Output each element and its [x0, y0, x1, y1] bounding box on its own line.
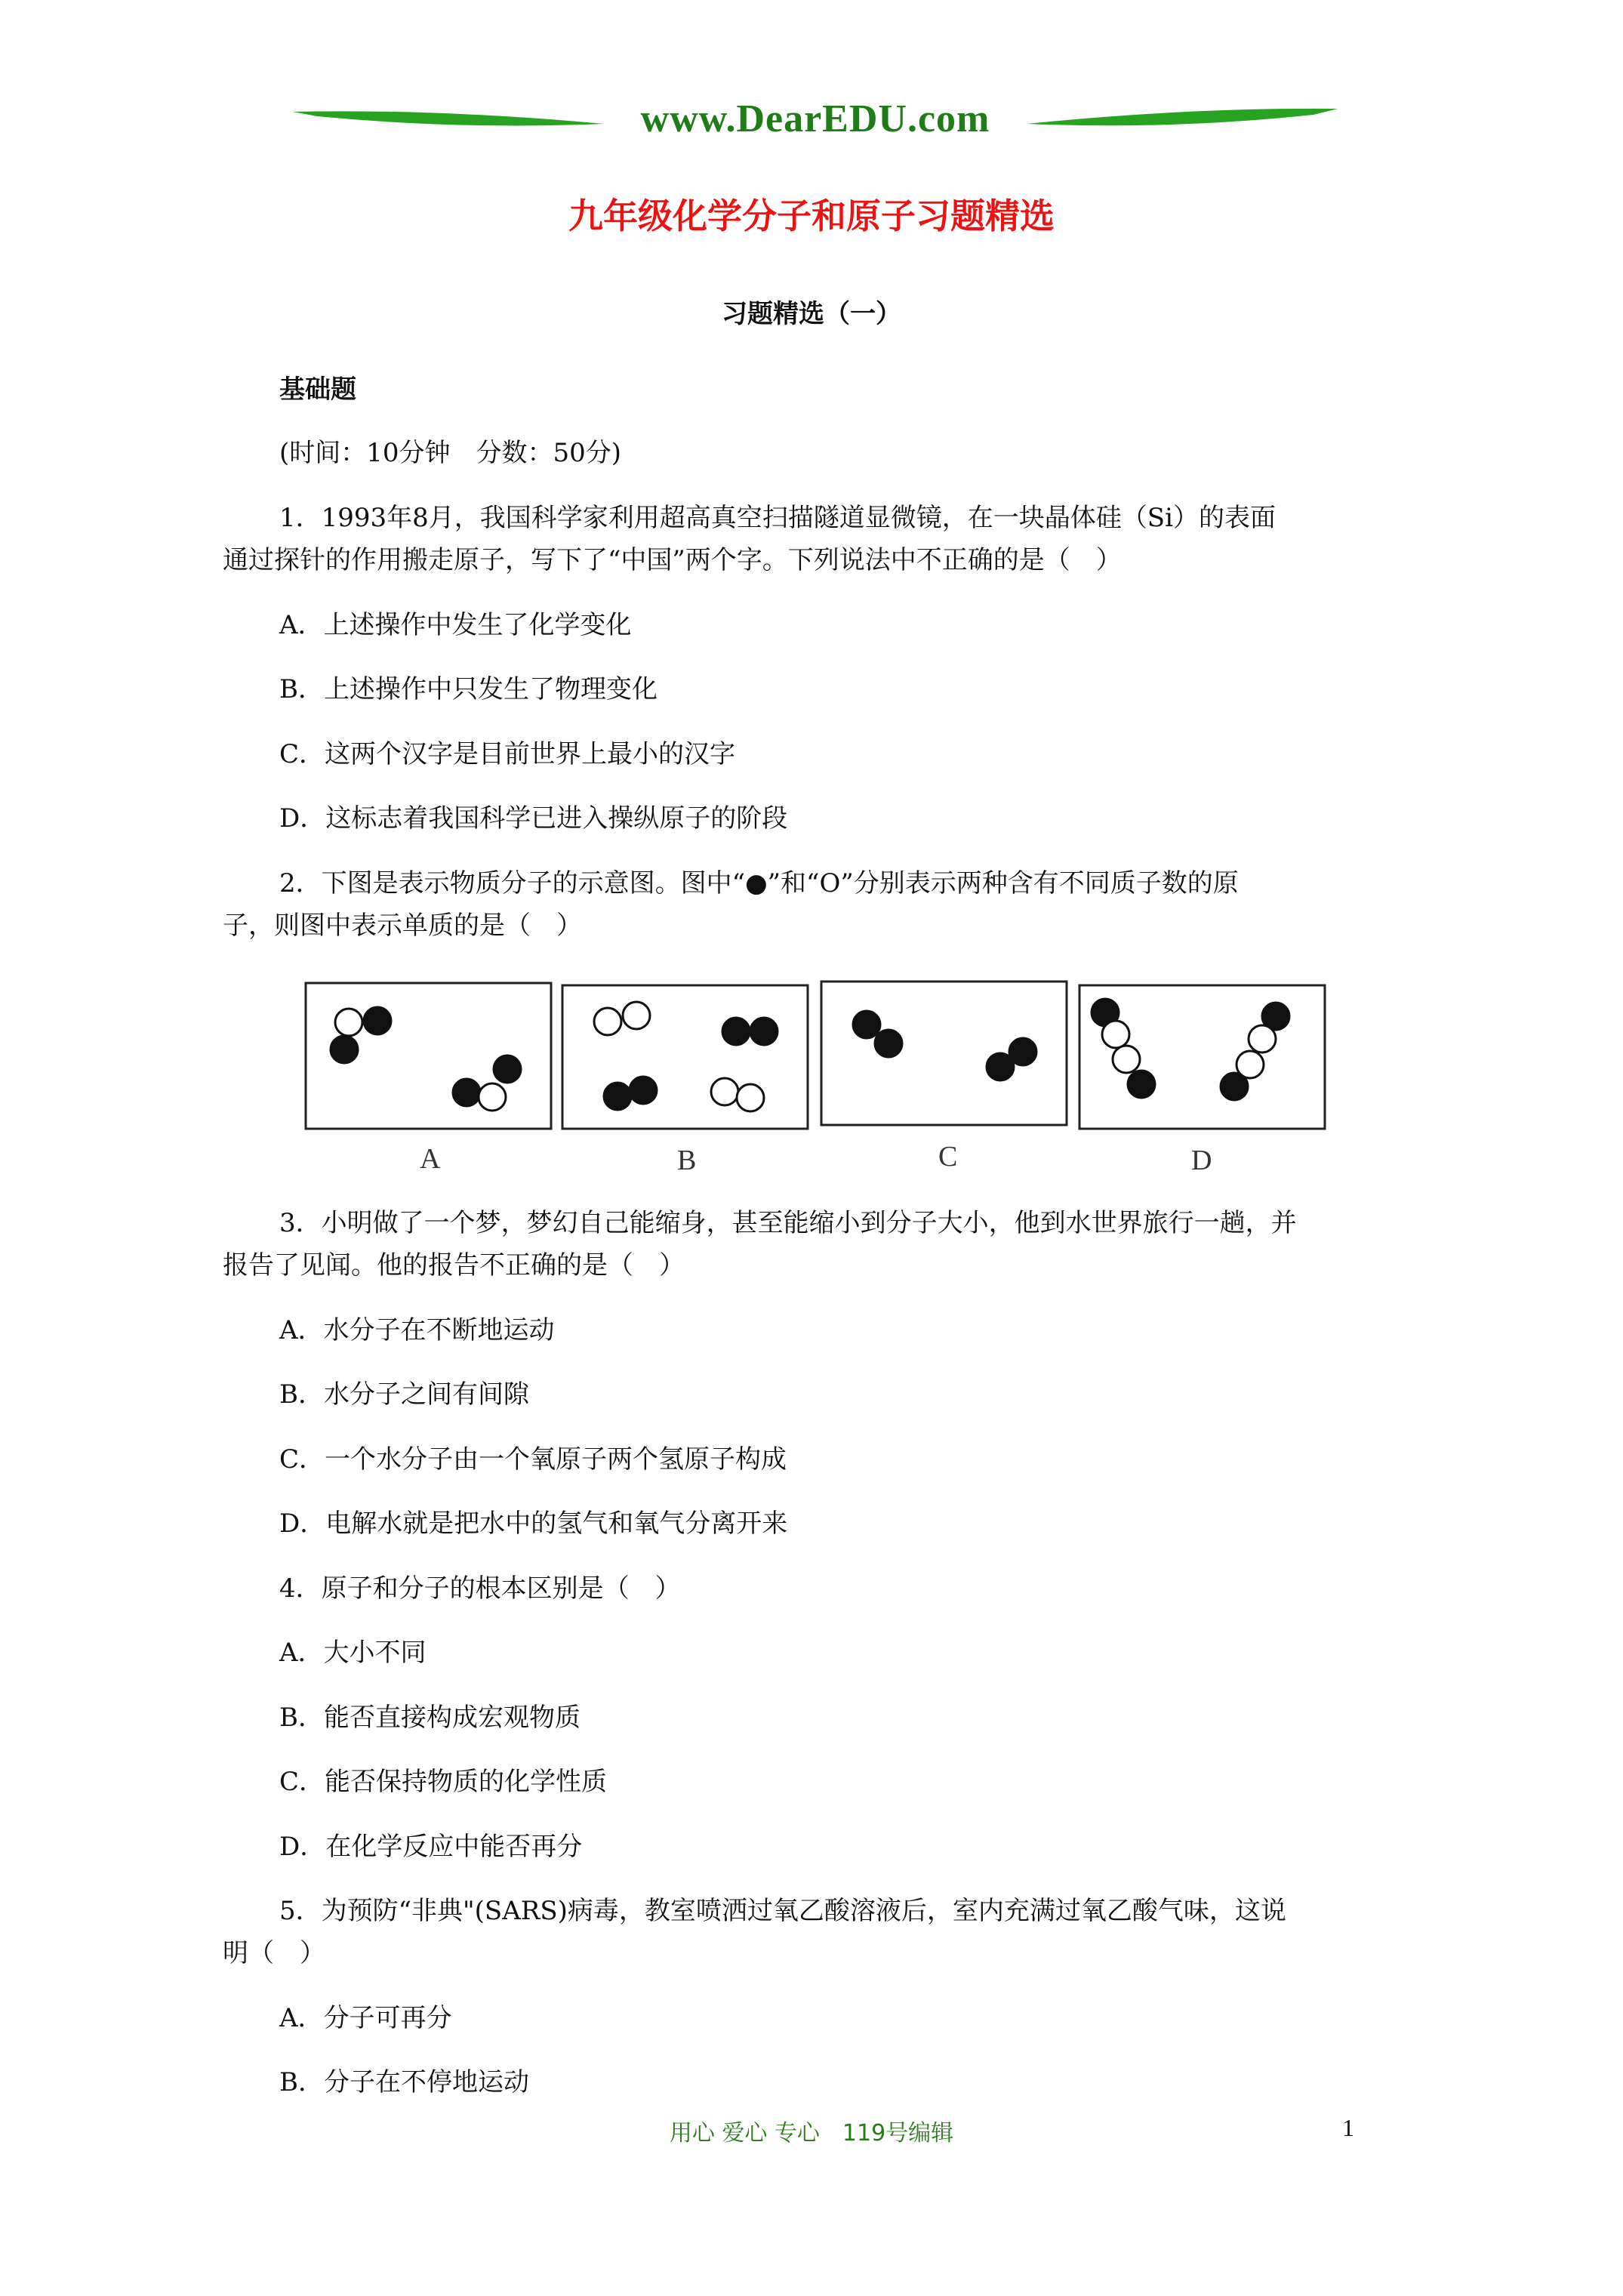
exam-meta: (时间：10分钟 分数：50分): [279, 438, 622, 468]
black-atom-icon: [750, 1018, 778, 1045]
q3-option-d: D．电解水就是把水中的氢气和氧气分离开来: [279, 1509, 788, 1539]
q1-option-c: C．这两个汉字是目前世界上最小的汉字: [279, 739, 736, 769]
molecule-figure: [0, 974, 1623, 1148]
page-number: 1: [1342, 2114, 1354, 2141]
q3-option-b: B．水分子之间有间隙: [279, 1379, 529, 1410]
q2-text-cont: 子，则图中表示单质的是（ ）: [223, 911, 582, 941]
q1-text-cont: 通过探针的作用搬走原子，写下了“中国”两个字。下列说法中不正确的是（ ）: [223, 545, 1122, 575]
q4-option-b: B．能否直接构成宏观物质: [279, 1703, 581, 1733]
white-atom-icon: [335, 1009, 362, 1036]
white-atom-icon: [1113, 1046, 1140, 1073]
black-atom-icon: [853, 1011, 880, 1038]
page-title: 九年级化学分子和原子习题精选: [568, 196, 1055, 236]
white-atom-icon: [711, 1078, 738, 1105]
black-atom-icon: [453, 1079, 480, 1106]
q1-option-b: B．上述操作中只发生了物理变化: [279, 674, 658, 704]
white-atom-icon: [1102, 1021, 1129, 1048]
white-atom-icon: [1249, 1025, 1276, 1052]
q3-option-c: C．一个水分子由一个氧原子两个氢原子构成: [279, 1444, 787, 1475]
white-atom-icon: [479, 1083, 506, 1111]
q4-text: 4．原子和分子的根本区别是（ ）: [279, 1573, 681, 1604]
black-atom-icon: [364, 1007, 391, 1034]
site-header: [287, 91, 1344, 151]
panel-label-d: D: [1191, 1145, 1212, 1176]
white-atom-icon: [623, 1002, 650, 1029]
black-atom-icon: [331, 1036, 358, 1063]
q4-option-d: D．在化学反应中能否再分: [279, 1832, 583, 1862]
black-atom-icon: [1128, 1071, 1155, 1098]
page-footer: 用心 爱心 专心 119号编辑: [669, 2120, 954, 2147]
panel-b-frame: [562, 985, 808, 1129]
q5-text: 5．为预防“非典"(SARS)病毒，教室喷洒过氧乙酸溶液后，室内充满过氧乙酸气味，这说: [279, 1896, 1286, 1926]
panel-label-b: B: [677, 1145, 697, 1176]
q3-text-cont: 报告了见闻。他的报告不正确的是（ ）: [223, 1250, 685, 1281]
black-atom-icon: [604, 1083, 631, 1110]
q1-text: 1．1993年8月，我国科学家利用超高真空扫描隧道显微镜，在一块晶体硅（Si）的表面: [279, 503, 1276, 533]
black-atom-icon: [722, 1018, 750, 1045]
q4-option-a: A．大小不同: [279, 1638, 427, 1668]
q1-option-d: D．这标志着我国科学已进入操纵原子的阶段: [279, 803, 788, 834]
white-atom-icon: [737, 1084, 764, 1111]
site-url[interactable]: www.DearEDU.com: [640, 97, 990, 140]
section-heading: 基础题: [279, 374, 356, 405]
molecule-diagram: [0, 974, 1623, 1176]
black-atom-icon: [630, 1077, 657, 1104]
black-atom-icon: [1221, 1073, 1248, 1100]
q5-option-b: B．分子在不停地运动: [279, 2067, 529, 2097]
page-subtitle: 习题精选（一）: [722, 299, 901, 329]
black-atom-icon: [875, 1030, 902, 1057]
q5-option-a: A．分子可再分: [279, 2003, 452, 2033]
q5-text-cont: 明（ ）: [223, 1938, 325, 1968]
black-atom-icon: [987, 1053, 1014, 1080]
white-atom-icon: [594, 1008, 621, 1035]
black-atom-icon: [494, 1056, 521, 1083]
q4-option-c: C．能否保持物质的化学性质: [279, 1767, 608, 1797]
panel-label-c: C: [938, 1141, 958, 1173]
q1-option-a: A．上述操作中发生了化学变化: [279, 610, 632, 640]
q3-text: 3．小明做了一个梦，梦幻自己能缩身，甚至能缩小到分子大小，他到水世界旅行一趟，并: [279, 1208, 1297, 1238]
q2-text: 2．下图是表示物质分子的示意图。图中“●”和“O”分别表示两种含有不同质子数的原: [279, 868, 1239, 898]
q3-option-a: A．水分子在不断地运动: [279, 1315, 555, 1345]
panel-label-a: A: [420, 1143, 441, 1175]
